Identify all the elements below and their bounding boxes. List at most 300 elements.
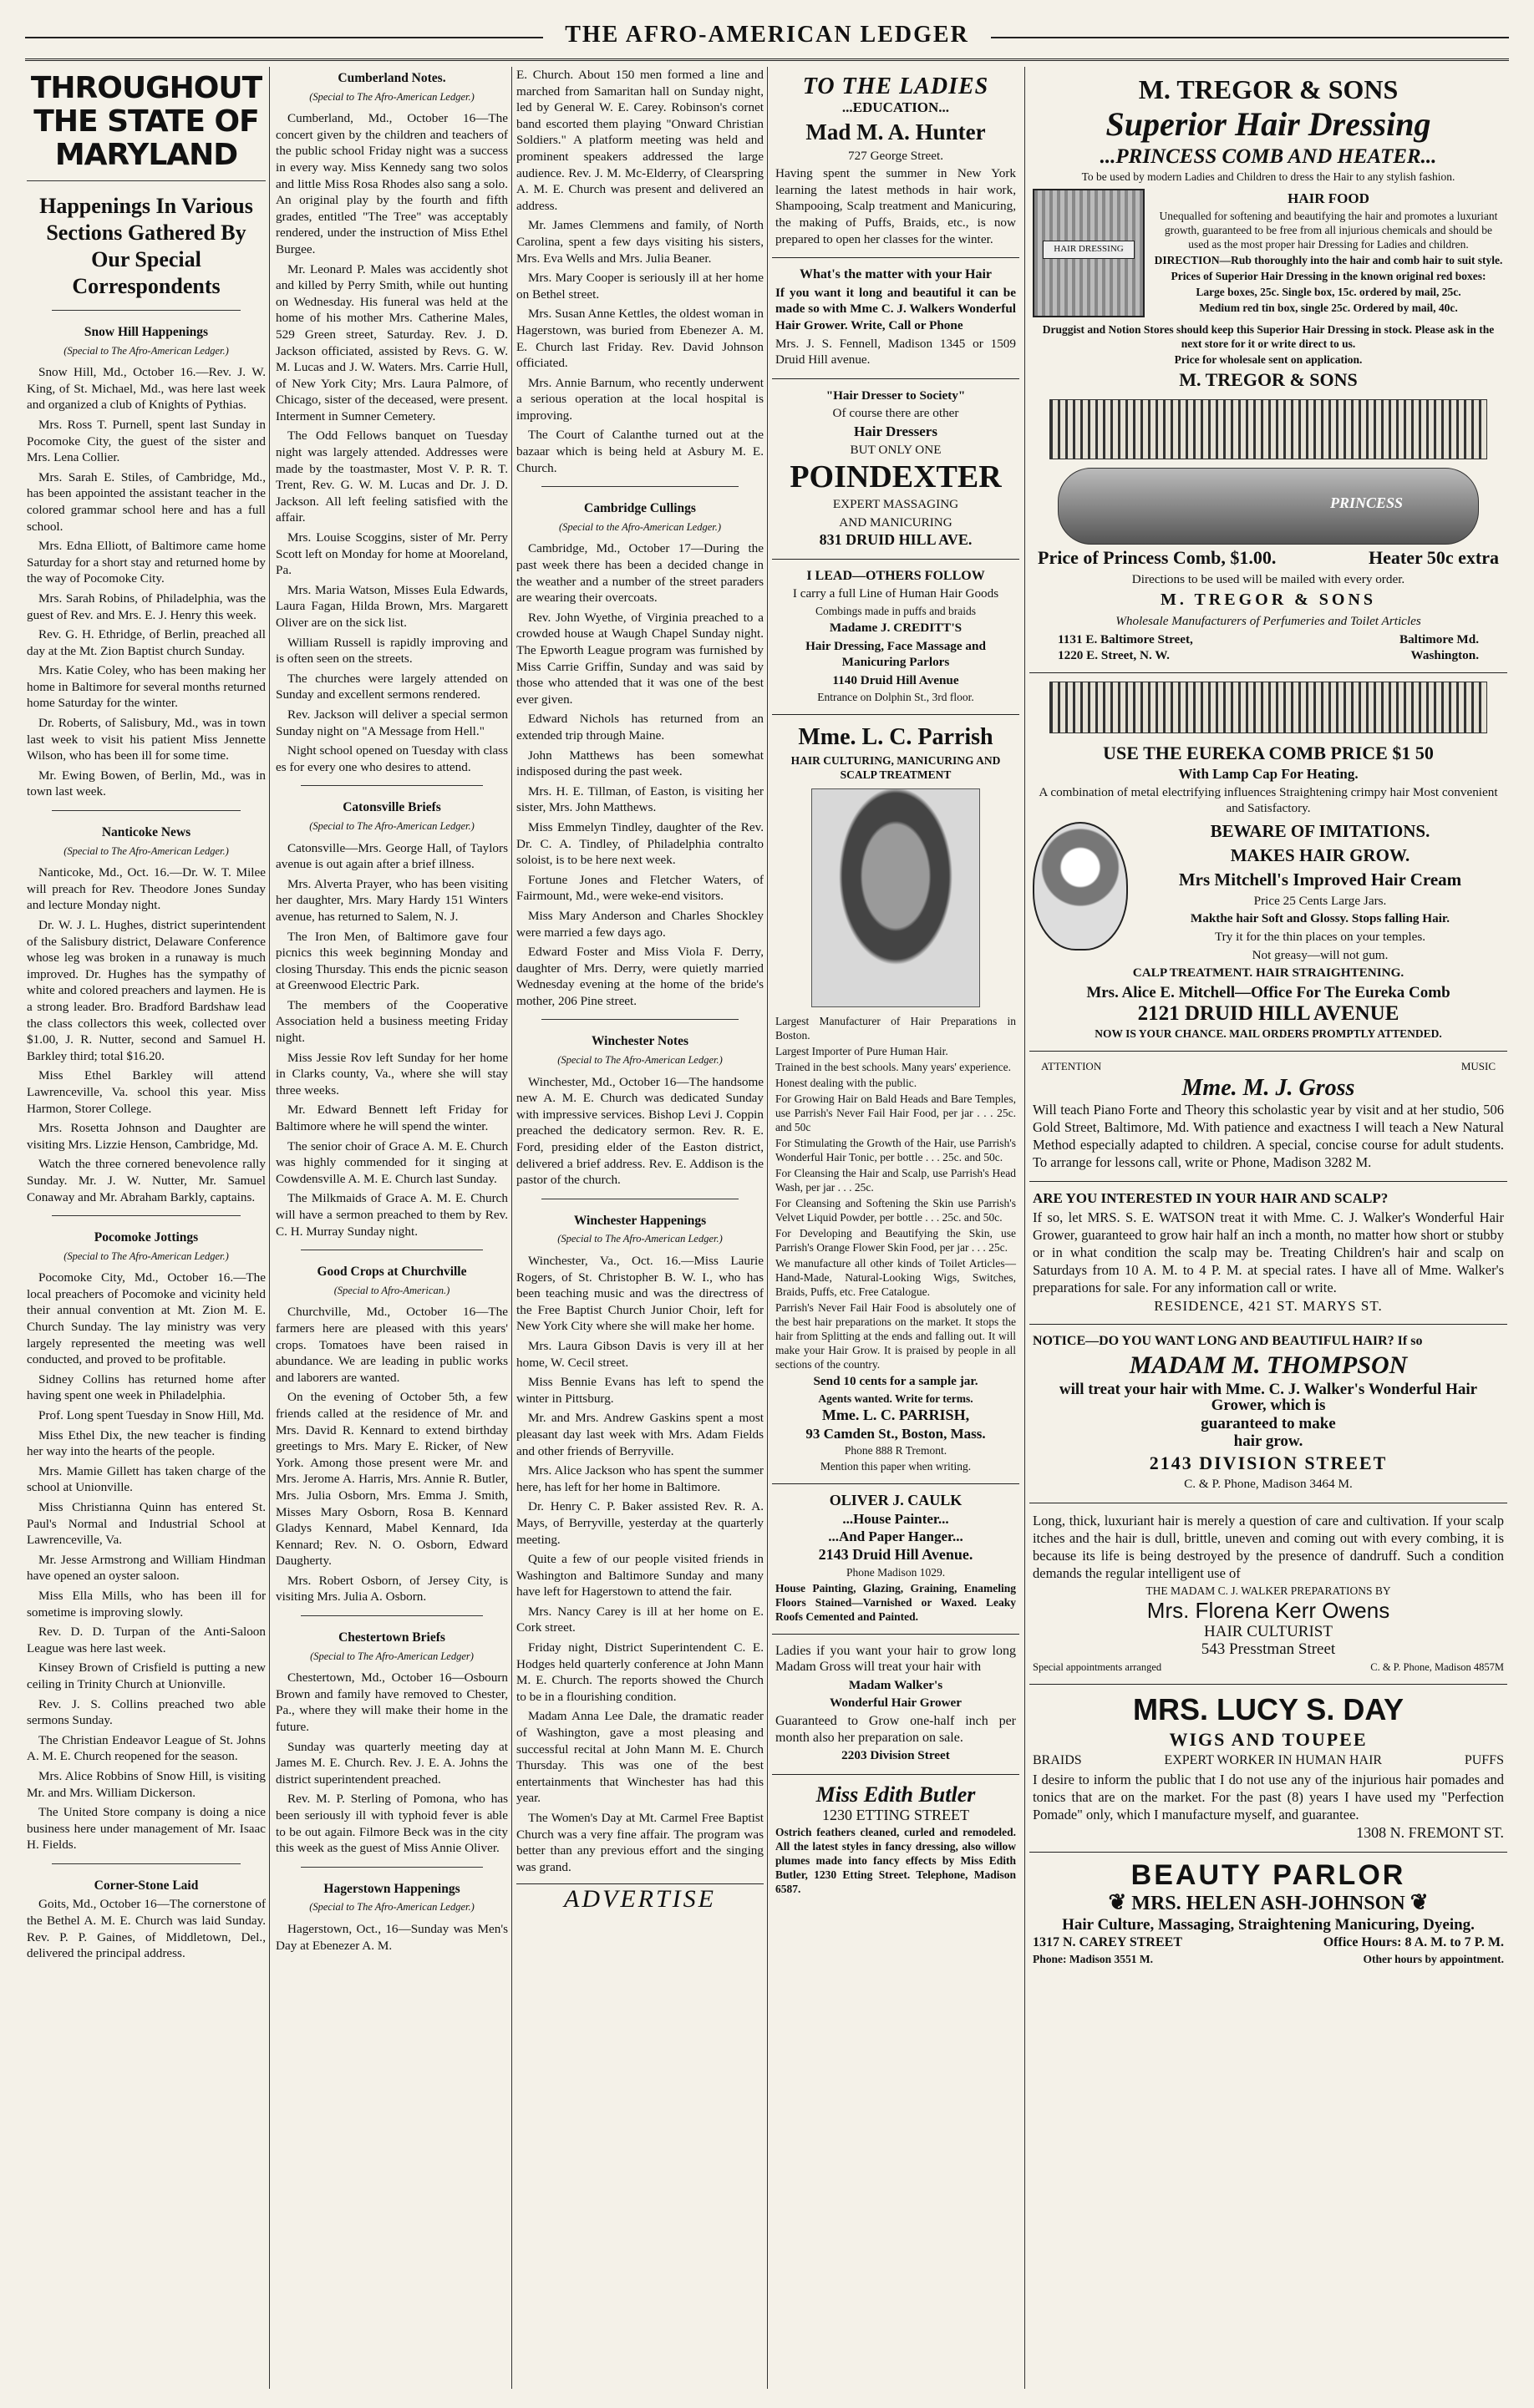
paragraph: Sidney Collins has returned home after having spent one week in Philadelphia. <box>27 1371 266 1403</box>
ad-body: House Painting, Glazing, Graining, Enameling Floors Stained—Varnished or Waxed. Leaky Roofs Cemented and Painted. <box>775 1581 1016 1623</box>
comb-image <box>1049 399 1487 459</box>
ad-address: 1230 ETTING STREET <box>822 1806 969 1823</box>
paragraph: Mrs. Annie Barnum, who recently underwent a serious operation at the local hospital is improving. <box>516 375 764 423</box>
paragraph: Cambridge, Md., October 17—During the past week there has been a decided change in the weather and a number of the street paraders are wearing their overcoats. <box>516 541 764 606</box>
ad-address: 1317 N. CAREY STREET <box>1033 1935 1182 1950</box>
paragraph: The churches were largely attended on Sunday and excellent sermons rendered. <box>276 671 508 702</box>
article-credit: (Special to The Afro-American Ledger.) <box>63 844 229 857</box>
ad-body: Long, thick, luxuriant hair is merely a question of care and cultivation. If your scalp itches and the hair is dull, brittle, uneven and coming out with every combing, it is because its life is being destroyed by the presence of dandruff. Such a condition demands the regular intelligent use of <box>1033 1512 1504 1581</box>
paragraph: Mrs. Mamie Gillett has taken charge of the school at Unionville. <box>27 1463 266 1495</box>
ad-subtitle: ...EDUCATION... <box>841 99 950 115</box>
ad-line: Large boxes, 25c. Single box, 15c. ordered by mail, 25c. <box>1196 285 1461 298</box>
paragraph: The Milkmaids of Grace A. M. E. Church will have a sermon preached to them by Rev. C. H. Murray Sunday night. <box>276 1191 508 1239</box>
mitchell-section <box>1033 819 1504 983</box>
ad-line: For Developing and Beautifying the Skin, use Parrish's Orange Flower Skin Food, per jar . . . 25c. <box>775 1227 1016 1255</box>
ad-address: 1140 Druid Hill Avenue <box>832 672 959 687</box>
paragraph: Mrs. Nancy Carey is ill at her home on E. Cork street. <box>516 1604 764 1635</box>
paragraph: Madam Anna Lee Dale, the dramatic reader of Washington, gave a most pleasing and successful recital at John Mann M. E. Church Thursday. This was one of the best entertainments that Winchester has had this year. <box>516 1709 764 1806</box>
ad-line: ...And Paper Hanger... <box>828 1528 963 1545</box>
divider <box>301 1615 483 1616</box>
princess-heater-image <box>1058 468 1479 545</box>
column-rule <box>767 67 768 2389</box>
ad-services-row <box>1033 1752 1504 1769</box>
ad-line: Wonderful Hair Grower <box>829 1696 963 1711</box>
column-5 <box>1029 67 1507 2389</box>
price-row <box>1038 547 1499 568</box>
article-headline: Winchester Notes <box>591 1034 689 1049</box>
divider <box>52 1863 241 1864</box>
article-snow-hill <box>27 324 266 800</box>
ad-subtitle: ...PRINCESS COMB AND HEATER... <box>1100 145 1437 168</box>
paragraph: Mrs. Alverta Prayer, who has been visiting her daughter, Mrs. Mary Hardy 151 Winters avenue, has returned to Salem, N. J. <box>276 876 508 924</box>
ad-line: Try it for the thin places on your temples. <box>1214 929 1426 944</box>
ad-line: Largest Importer of Pure Human Hair. <box>775 1045 948 1058</box>
address-row <box>1033 647 1504 664</box>
ad-line: We manufacture all other kinds of Toilet Articles—Hand-Made, Natural-Looking Wigs, Switches, Braids, Puffs, etc. Free Catalogue. <box>775 1257 1016 1299</box>
paragraph: Mrs. Ross T. Purnell, spent last Sunday in Pocomoke City, the guest of the sister and Mrs. Lena Collier. <box>27 417 266 465</box>
ad-line: Prices of Superior Hair Dressing in the known original red boxes: <box>1171 269 1486 282</box>
paragraph: Mrs. Rosetta Johnson and Daughter are visiting Mrs. Lizzie Henson, Cambridge, Md. <box>27 1121 266 1152</box>
main-deck: Happenings In Various Sections Gathered By Our Special Correspondents <box>39 194 253 298</box>
ad-address: 1220 E. Street, N. W. <box>1058 648 1170 663</box>
paragraph: Dr. Henry C. P. Baker assisted Rev. R. A. Mays, of Berryville, yesterday at the quarterly meeting. <box>516 1499 764 1547</box>
article-headline: Hagerstown Happenings <box>323 1881 460 1896</box>
column-2 <box>276 67 508 2389</box>
column-4 <box>772 67 1019 2389</box>
ad-address: 727 George Street. <box>847 148 944 163</box>
ad-line: Makthe hair Soft and Glossy. Stops falling Hair. <box>1190 911 1450 926</box>
ad-body: Having spent the summer in New York learning the latest methods in hair work, Shampooing, Scalp treatment and Manicuring, the making of Puffs, Braids, etc., is now prepared to open her classes for the winter. <box>775 166 1016 246</box>
ad-services: Hair Culture, Massaging, Straightening Manicuring, Dyeing. <box>1062 1915 1475 1934</box>
paragraph: Mrs. Alice Jackson who has spent the summer here, has left for her home in Baltimore. <box>516 1463 764 1494</box>
ad-parrish <box>772 715 1019 1484</box>
column-rule <box>1024 67 1025 2389</box>
ad-title: ARE YOU INTERESTED IN YOUR HAIR AND SCALP? <box>1033 1189 1389 1206</box>
ad-title: BEAUTY PARLOR <box>1130 1858 1406 1891</box>
paragraph: Catonsville—Mrs. George Hall, of Taylors avenue is out again after a brief illness. <box>276 840 508 872</box>
ad-line: hair grow. <box>1233 1432 1303 1451</box>
paragraph: Edward Foster and Miss Viola F. Derry, daughter of Mrs. Derry, were quietly married Wednesday evening at the home of the bride's mother, 206 Pine street. <box>516 945 764 1008</box>
article-credit: (Special to the Afro-American Ledger.) <box>558 520 722 533</box>
ad-name: Madam Walker's <box>848 1677 943 1692</box>
ad-body: Ostrich feathers cleaned, curled and remodeled. All the latest styles in fancy dressing, also willow plumes made into fancy effects by Miss Edith Butler, 1230 Etting Street. Telephone, Madison 6587. <box>775 1826 1016 1896</box>
ad-name: M. TREGOR & SONS <box>1160 591 1377 610</box>
ad-line: Trained in the best schools. Many years' experience. <box>775 1061 1011 1074</box>
paragraph: Miss Christianna Quinn has entered St. Paul's Normal and Industrial School at Lawrenceville, Va. <box>27 1500 266 1548</box>
price-heater: Heater 50c extra <box>1369 547 1499 568</box>
ad-footer-row <box>1033 1660 1504 1676</box>
main-headline: THROUGHOUT THE STATE OF MARYLAND <box>27 67 266 181</box>
ad-line: Druggist and Notion Stores should keep this Superior Hair Dressing in stock. Please ask in the next store for it or write direct to us. <box>1042 323 1495 350</box>
ad-line: Not greasy—will not gum. <box>1252 947 1389 962</box>
ad-subhead: HAIR FOOD <box>1288 190 1369 206</box>
ad-address: 2143 Druid Hill Avenue. <box>818 1546 973 1563</box>
ad-line: Send 10 cents for a sample jar. <box>813 1374 978 1389</box>
paragraph: Mr. Ewing Bowen, of Berlin, Md., was in town last week. <box>27 768 266 799</box>
paragraph: E. Church. About 150 men formed a line and marched from Samaritan hall on Sunday night, led by General W. E. Carey. Robinson's cornet band escorted them playing "Onward Christian Soldiers." A platform meeting was held and prominent speakers addressed the large audience. Rev. J. M. Mc-Elderry, of Clearspring A. M. E. Church was present and delivered an address. <box>516 68 764 213</box>
article-headline: Winchester Happenings <box>573 1213 707 1228</box>
paragraph: Hagerstown, Oct., 16—Sunday was Men's Day at Ebenezer A. M. <box>276 1921 508 1953</box>
article-hagerstown-continued <box>516 67 764 476</box>
paragraph: Miss Ethel Barkley will attend Lawrenceville, Va. school this year. Miss Harmon, Storer College. <box>27 1068 266 1116</box>
paragraph: Fortune Jones and Fletcher Waters, of Fairmount, Md., were weke-end visitors. <box>516 872 764 904</box>
article-credit: (Special to The Afro-American Ledger.) <box>63 1250 229 1262</box>
ad-line: Medium red tin box, single 25c. Ordered by mail, 40c. <box>1199 301 1458 314</box>
paragraph: Night school opened on Tuesday with class es for every one who desires to attend. <box>276 743 508 774</box>
paragraph: Goits, Md., October 16—The cornerstone of the Bethel A. M. E. Church was laid Sunday. Rev. P. P. Gaines, of Middletown, Del., delivered the principal address. <box>27 1897 266 1961</box>
article-headline: Nanticoke News <box>101 825 191 840</box>
paragraph: Mrs. Sarah E. Stiles, of Cambridge, Md., has been appointed the assistant teacher in the colored grammar school here and has a full school. <box>27 469 266 534</box>
article-headline: Cambridge Cullings <box>584 501 696 516</box>
paragraph: Mrs. Sarah Robins, of Philadelphia, was the guest of Rev. and Mrs. E. J. Henry this week. <box>27 591 266 622</box>
ad-line: AND MANICURING <box>839 515 952 530</box>
paragraph: Quite a few of our people visited friends in Washington and Baltimore Sunday and many have left for Hagerstown to attend the fair. <box>516 1552 764 1599</box>
paragraph: Rev. M. P. Sterling of Pomona, who has been seriously ill with typhoid fever is able to be out again. Filmore Beck was in the city this week as the guest of Miss Annie Oliver. <box>276 1792 508 1856</box>
ad-address: 1308 N. FREMONT ST. <box>1356 1824 1504 1842</box>
paragraph: Friday night, District Superintendent C. E. Hodges held quarterly conference at John Mann M. E. Church. The reports showed the Church to be in a flourishing condition. <box>516 1640 764 1704</box>
article-credit: (Special to The Afro-American Ledger) <box>310 1650 474 1662</box>
ad-label-row <box>1033 1058 1504 1075</box>
ad-city: Washington. <box>1410 648 1479 663</box>
paragraph: Nanticoke, Md., Oct. 16.—Dr. W. T. Milee will preach for Rev. Theodore Jones Sunday and lecture Monday night. <box>27 865 266 913</box>
ad-phone: C. & P. Phone, Madison 3464 M. <box>1184 1477 1353 1492</box>
ad-phone: Phone 888 R Tremont. <box>844 1444 947 1457</box>
ad-owens <box>1029 1503 1507 1686</box>
ad-address: 2143 DIVISION STREET <box>1149 1452 1388 1474</box>
paragraph: The senior choir of Grace A. M. E. Church was highly commended for it singing at Cowdensville A. M. E. Church last Sunday. <box>276 1138 508 1186</box>
ad-whats-the-matter <box>772 258 1019 379</box>
ad-line: Mrs. Alice E. Mitchell—Office For The Eureka Comb <box>1086 983 1450 1001</box>
paragraph: Mrs. Maria Watson, Misses Eula Edwards, Laura Fagan, Hilda Brown, Mrs. Margarett Oliver are on the sick list. <box>276 582 508 630</box>
paragraph: Mrs. Laura Gibson Davis is very ill at her home, W. Cecil street. <box>516 1338 764 1370</box>
article-churchville <box>276 1264 508 1605</box>
paragraph: Miss Jessie Rov left Sunday for her home in Clarks county, Va., where she will stay three weeks. <box>276 1050 508 1098</box>
paragraph: The Odd Fellows banquet on Tuesday night was largely attended. Addresses were made by the toastmaster, Most V. P. R. T. Trent, Rev. G. W. M. Lucas and Dr. J. D. Jackson. All left feeling satisfied with the affair. <box>276 428 508 525</box>
ad-body: A combination of metal electrifying influences Straightening crimpy hair Most convenient and Satisfactory. <box>1039 784 1498 816</box>
paragraph: Mrs. Louise Scoggins, sister of Mr. Perry Scott left on Monday for home at Mooreland, Pa. <box>276 530 508 578</box>
ad-line: EXPERT MASSAGING <box>832 497 959 512</box>
article-credit: (Special to The Afro-American Ledger.) <box>309 90 475 103</box>
article-corner-stone <box>27 1878 266 1962</box>
ad-line: Largest Manufacturer of Hair Preparations in Boston. <box>775 1015 1016 1042</box>
ad-name: MRS. HELEN ASH-JOHNSON <box>1131 1892 1405 1914</box>
ad-body: Ladies if you want your hair to grow long Madam Gross will treat your hair with <box>775 1643 1016 1675</box>
article-credit: (Special to The Afro-American Ledger.) <box>557 1054 723 1067</box>
address-row <box>1033 631 1504 648</box>
ad-line: HAIR CULTURIST <box>1204 1622 1333 1640</box>
divider <box>301 785 483 786</box>
paragraph: The United Store company is doing a nice business here under management of Mr. Isaac H. Fields. <box>27 1805 266 1853</box>
ad-name: Mme. L. C. Parrish <box>798 724 993 751</box>
article-headline: Cumberland Notes. <box>338 71 446 85</box>
paragraph: Miss Emmelyn Tindley, daughter of the Rev. Dr. C. A. Tindley, of Philadelphia contralto soloist, is to be here next week. <box>516 819 764 868</box>
ad-name: POINDEXTER <box>790 459 1002 495</box>
heater-label: PRINCESS <box>1329 494 1403 511</box>
ad-line: ...House Painter... <box>842 1510 949 1527</box>
ad-footer-row <box>1033 1934 1504 1951</box>
ad-name: M. TREGOR & SONS <box>1179 369 1358 390</box>
paragraph: Prof. Long spent Tuesday in Snow Hill, Md. <box>38 1408 265 1423</box>
ad-line: For Cleansing the Hair and Scalp, use Parrish's Head Wash, per jar . . . 25c. <box>775 1167 1016 1194</box>
ad-line: To be used by modern Ladies and Children to dress the Hair to any stylish fashion. <box>1081 170 1455 183</box>
portrait-image <box>811 788 980 1007</box>
ad-tregor <box>1029 67 1507 673</box>
paragraph: Miss Ella Mills, who has been ill for sometime is improving slowly. <box>27 1588 266 1620</box>
ad-contact: Mrs. J. S. Fennell, Madison 1345 or 1509 Druid Hill avenue. <box>775 336 1016 368</box>
paragraph: On the evening of October 5th, a few friends called at the residence of Mr. and Mrs. David R. Kennard to extend birthday greetings to Mrs. Mary E. Ricker, of New York. Among those present were Mr. and Mrs. Jerome A. Harris, Mrs. Annie R. Butler, Mrs. Julia Osborn, Mrs. Emma J. Smith, Misses Mary Osborn, Rosa B. Kennard Gladys Kennard, Mabel Kennard, Ida Kennard; Rev. N. O. Osborn, Edward Daugherty. <box>276 1390 508 1569</box>
ad-line: DIRECTION—Rub thoroughly into the hair and comb hair to suit style. <box>1154 253 1503 266</box>
ad-name: MADAM M. THOMPSON <box>1129 1351 1408 1379</box>
ad-caulk <box>772 1484 1019 1634</box>
ad-address: 93 Camden St., Boston, Mass. <box>805 1425 986 1442</box>
article-headline: Corner-Stone Laid <box>94 1878 199 1893</box>
paragraph: Mrs. H. E. Tillman, of Easton, is visiting her sister, Mrs. John Matthews. <box>516 783 764 815</box>
ad-body: I desire to inform the public that I do not use any of the injurious hair pomades and tonics that are on the market. For the past (8) years I have used my "Perfection Pomade" only, which I manufacture myself, and guarantee. <box>1033 1772 1504 1823</box>
paragraph: The Women's Day at Mt. Carmel Free Baptist Church was a very fine affair. The program was better than any previous effort and the singing was grand. <box>516 1811 764 1874</box>
ad-quote: "Hair Dresser to Society" <box>825 388 966 403</box>
masthead <box>25 18 1509 61</box>
hair-food-section <box>1033 189 1504 317</box>
ad-gross-music <box>1029 1052 1507 1182</box>
paragraph: Sunday was quarterly meeting day at James M. E. Church. Rev. J. E. A. Johns the district superintendent preached. <box>276 1739 508 1787</box>
article-catonsville <box>276 799 508 1239</box>
article-credit: (Special to The Afro-American Ledger.) <box>309 819 475 832</box>
paragraph: Miss Ethel Dix, the new teacher is finding her way into the hearts of the people. <box>27 1427 266 1459</box>
paragraph: Chestertown, Md., October 16—Osbourn Brown and family have removed to Chester, Pa., where they will make their home in the future. <box>276 1670 508 1735</box>
newspaper-title: THE AFRO-AMERICAN LEDGER <box>565 22 969 48</box>
paragraph: The Christian Endeavor League of St. Johns A. M. E. Church reopened for the season. <box>27 1732 266 1764</box>
paragraph: Mrs. Edna Elliott, of Baltimore came home Saturday for a short stay and returned home by the way of Pocomoke City. <box>27 539 266 586</box>
ad-name: Mad M. A. Hunter <box>805 119 986 144</box>
divider <box>541 1019 739 1020</box>
ad-body: Guaranteed to Grow one-half inch per month also her preparation on sale. <box>775 1713 1016 1745</box>
paragraph: Edward Nichols has returned from an extended trip through Maine. <box>516 712 764 743</box>
ad-service-expert: EXPERT WORKER IN HUMAN HAIR <box>1164 1753 1383 1768</box>
label-music: MUSIC <box>1460 1060 1496 1073</box>
ad-line: For Stimulating the Growth of the Hair, use Parrish's Wonderful Hair Tonic, per bottle . . . 25c. and 50c. <box>775 1137 1016 1164</box>
ad-thompson <box>1029 1325 1507 1503</box>
paragraph: Rev. Jackson will deliver a special sermon Sunday night on "A Message from Hell." <box>276 707 508 738</box>
article-credit: (Special to The Afro-American Ledger.) <box>309 1901 475 1914</box>
paragraph: Mrs. Katie Coley, who has been making her home in Baltimore for several months returned home Saturday for the winter. <box>27 663 266 711</box>
ad-address: 543 Presstman Street <box>1201 1640 1336 1659</box>
ad-creditt <box>772 560 1019 716</box>
paragraph: William Russell is rapidly improving and is often seen on the streets. <box>276 635 508 667</box>
ad-title: I LEAD—OTHERS FOLLOW <box>806 568 985 583</box>
paragraph: Rev. D. D. Turpan of the Anti-Saloon League was here last week. <box>27 1625 266 1655</box>
ad-name: OLIVER J. CAULK <box>829 1492 963 1509</box>
divider <box>52 310 241 311</box>
tin-label: HAIR DRESSING <box>1043 241 1135 259</box>
paragraph: Mr. Jesse Armstrong and William Hindman have opened an oyster saloon. <box>27 1552 266 1584</box>
ad-line: Honest dealing with the public. <box>775 1077 917 1090</box>
ad-phone: Phone: Madison 3551 M. <box>1033 1952 1154 1965</box>
ad-title: TO THE LADIES <box>802 74 989 99</box>
ad-body: Unequalled for softening and beautifying the hair and promotes a luxuriant growth, guaranteed to be free from all injurious chemicals and should be used as the most proper hair Dressing for Ladies and children. <box>1159 209 1498 251</box>
ad-line: Directions to be used will be mailed with every order. <box>1131 571 1405 586</box>
ad-line: guaranteed to make <box>1201 1414 1336 1432</box>
column-3 <box>516 67 764 2389</box>
ornament-icon: ❦ <box>1108 1889 1127 1914</box>
paragraph: The Iron Men, of Baltimore gave four picnics this week beginning Monday and closing Thursday. This ends the picnic season at Greenwood Electric Park. <box>276 929 508 993</box>
paragraph: Cumberland, Md., October 16—The concert given by the children and teachers of the public school Friday night was a success in every way. Miss Kennedy sang two solos and little Miss Rosa Rhodes also sang a solo. An original play by the fourth and fifth grades, entitled "The Tree" was acceptably rendered, under the instruction of Miss Ethel Burgee. <box>276 111 508 256</box>
ad-line: BEWARE OF IMITATIONS. <box>1210 820 1430 841</box>
paragraph: Mr. Edward Bennett left Friday for Baltimore where he will spend the winter. <box>276 1103 508 1134</box>
paragraph: The members of the Cooperative Association held a business meeting Friday night. <box>276 997 508 1046</box>
ad-lucy-day <box>1029 1685 1507 1852</box>
ad-ash-johnson <box>1029 1853 1507 1976</box>
ad-line: Mrs Mitchell's Improved Hair Cream <box>1178 869 1462 890</box>
paragraph: Mr. Leonard P. Males was accidently shot and killed by Perry Smith, while out hunting on Wednesday. His funeral was held at the home of his mother Mrs. Catherine Males, 529 Green street, Saturday. Rev. J. D. Jackson officiated, assisted by Revs. G. W. M. Lucas and J. W. Waters. Mrs. Carrie Hull, of New York City; Mrs. Laura Palmore, of Chicago, sister of the deceased, were present. Interment in Sumner Cemetery. <box>276 261 508 423</box>
ad-title: What's the matter with your Hair <box>799 267 993 282</box>
price-comb: Price of Princess Comb, $1.00. <box>1038 547 1277 568</box>
ad-city: Baltimore Md. <box>1399 631 1479 646</box>
divider <box>541 486 739 487</box>
ad-service-puffs: PUFFS <box>1464 1753 1504 1768</box>
paragraph: Mr. James Clemmens and family, of North Carolina, spent a few days visiting his sisters, Mrs. Eva Wells and Mrs. Julia Beaner. <box>516 218 764 266</box>
article-headline: Snow Hill Happenings <box>84 325 209 339</box>
article-headline: Good Crops at Churchville <box>317 1265 467 1280</box>
ad-phone: C. & P. Phone, Madison 4857M <box>1370 1660 1504 1673</box>
paragraph: Dr. W. J. L. Hughes, district superintendent of the Salisbury district, Delaware Conference whose leg was broken in a runaway is much improved. Dr. Hughes has the sympathy of white and colored preachers and laymen. He is a strong leader. Bro. Bradford Bardshaw lead the class collectors this week, collected over $1.00, J. R. Nutter, second and Samuel H. Barkley third; total $16.20. <box>27 918 266 1063</box>
ad-address: 1131 E. Baltimore Street, <box>1058 631 1193 646</box>
ad-line: Combings made in puffs and braids <box>815 605 977 618</box>
paragraph: Kinsey Brown of Crisfield is putting a new ceiling in Trinity Church at Unionville. <box>27 1660 266 1691</box>
ad-line: Mention this paper when writing. <box>820 1460 972 1473</box>
ad-name: M. TREGOR & SONS <box>1138 74 1399 104</box>
paragraph: Rev. G. H. Ethridge, of Berlin, preached all day at the Mt. Zion Baptist church Sunday. <box>27 627 266 658</box>
ad-other-hours: Other hours by appointment. <box>1363 1952 1504 1965</box>
ad-line: NOW IS YOUR CHANCE. MAIL ORDERS PROMPTLY ATTENDED. <box>1095 1027 1442 1041</box>
article-credit: (Special to Afro-American.) <box>333 1284 450 1296</box>
paragraph: Winchester, Va., Oct. 16.—Miss Laurie Rogers, of St. Christopher B. W. I., who has been teaching music and was the directress of the Free Baptist Church Junior Choir, left for New York City where she will make her home. <box>516 1254 764 1334</box>
paragraph: Mrs. Alice Robbins of Snow Hill, is visiting Mr. and Mrs. William Dickerson. <box>27 1768 266 1800</box>
label-attention: ATTENTION <box>1041 1060 1102 1073</box>
paragraph: Winchester, Md., October 16—The handsome new A. M. E. Church was dedicated Sunday with impressive services. Bishop Levi J. Coppin preached the dedicatory sermon. Rev. R. E. Ford, presiding elder of the Easton district, delivered a brief address. Rev. E. Addison is the pastor of the church. <box>516 1074 764 1188</box>
column-1 <box>27 67 266 2389</box>
ad-name-row <box>1033 1891 1504 1915</box>
paragraph: Rev. J. S. Collins preached two able sermons Sunday. <box>27 1696 266 1728</box>
ad-line: BUT ONLY ONE <box>850 442 942 457</box>
paragraph: Mrs. Robert Osborn, of Jersey City, is visiting Mrs. Julia A. Osborn. <box>276 1573 508 1604</box>
ad-to-the-ladies <box>772 67 1019 258</box>
paragraph: Mrs. Mary Cooper is seriously ill at her home on Bethel street. <box>516 271 764 302</box>
divider <box>52 1215 241 1216</box>
article-nanticoke <box>27 824 266 1205</box>
column-rule <box>511 67 512 2389</box>
ad-name: Mme. M. J. Gross <box>1181 1074 1355 1101</box>
article-credit: (Special to The Afro-American Ledger.) <box>63 344 229 357</box>
ad-body: Will teach Piano Forte and Theory this scholastic year by visit and at her studio, 506 Gold Street, Baltimore, Md. With patience and exactness I will teach a New Natural Method especially adapted to children. A special, concise course for adult students. To arrange for lessons call, write or Phone, Madison 3282 M. <box>1033 1101 1504 1170</box>
article-headline: Chestertown Briefs <box>338 1630 445 1645</box>
advertise-banner: ADVERTISE <box>516 1883 764 1908</box>
paragraph: The Court of Calanthe turned out at the bazaar which is being held at Asbury M. E. Church. <box>516 428 764 475</box>
ad-name: Mrs. Florena Kerr Owens <box>1146 1597 1390 1623</box>
ad-eureka-comb <box>1029 673 1507 1052</box>
ad-subtitle: WIGS AND TOUPEE <box>1169 1729 1368 1751</box>
ad-line: MAKES HAIR GROW. <box>1230 844 1410 865</box>
article-hagerstown <box>276 1881 508 1954</box>
ad-name: Miss Edith Butler <box>815 1782 976 1807</box>
ad-line: With Lamp Cap For Heating. <box>1178 765 1359 782</box>
eureka-comb-image <box>1049 682 1487 733</box>
article-winchester-happenings <box>516 1213 764 1876</box>
ad-line: Parrish's Never Fail Hair Food is absolutely one of the best hair preparations on the market. It stops the hair from Splitting at the ends and falling out. It will make your Hair Grow. It is praised by people in all sections of the country. <box>775 1301 1016 1371</box>
ad-name: MRS. LUCY S. DAY <box>1132 1692 1404 1727</box>
ornament-icon: ❦ <box>1410 1889 1429 1914</box>
ad-line: Price 25 Cents Large Jars. <box>1253 893 1387 908</box>
article-credit: (Special to The Afro-American Ledger.) <box>557 1233 723 1245</box>
paragraph: Miss Bennie Evans has left to spend the winter in Pittsburg. <box>516 1375 764 1406</box>
ad-address: RESIDENCE, 421 ST. MARYS ST. <box>1154 1297 1383 1314</box>
divider <box>301 1867 483 1868</box>
ad-name: Madame J. CREDITT'S <box>829 621 963 636</box>
ad-line: Hair Dressing, Face Massage and Manicuring Parlors <box>805 638 986 670</box>
paragraph: Snow Hill, Md., October 16.—Rev. J. W. King, of St. Michael, Md., was here last week and organized a club of Knights of Pythias. <box>27 365 266 413</box>
ad-address-name: Mme. L. C. PARRISH, <box>821 1407 970 1424</box>
ad-body: If so, let MRS. S. E. WATSON treat it with Mme. C. J. Walker's Wonderful Hair Grower, guaranteed to grow hair half an inch a month, no matter how short or stubby or in what condition the scalp may be. Treating Children's hair and scalp on Saturdays from 10 A. M. to 4 P. M. at special rates. I have all of Mme. Walker's preparations for sale. For any information call or write. <box>1033 1209 1504 1295</box>
article-chestertown <box>276 1630 508 1857</box>
divider <box>52 810 241 811</box>
ad-butler <box>772 1775 1019 1907</box>
lamp-cap-emblem <box>1033 822 1128 951</box>
ad-gross-walker <box>772 1635 1019 1775</box>
ad-title: Superior Hair Dressing <box>1105 105 1431 143</box>
ad-line: For Growing Hair on Bald Heads and Bare Temples, use Parrish's Never Fail Hair Food, per jar . . . 25c. and 50c <box>775 1092 1016 1134</box>
ad-line: For Cleansing and Softening the Skin use Parrish's Velvet Liquid Powder, per bottle . . . 25c. and 50c. <box>775 1197 1016 1224</box>
ad-special: Special appointments arranged <box>1033 1660 1162 1673</box>
paragraph: Rev. John Wyethe, of Virginia preached to a crowded house at Waugh Chapel Sunday night. The Epworth League program was furnished by Miss Carrie Griffin, Sunday and was said by those who attended that it was one of the best ever given. <box>516 610 764 707</box>
paragraph: Watch the three cornered benevolence rally Sunday. Mr. J. W. Nutter, Mr. Samuel Conaway and Mr. Abraham Barkly, captains. <box>27 1157 266 1204</box>
ad-line: THE MADAM C. J. WALKER PREPARATIONS BY <box>1145 1584 1391 1597</box>
ad-phone: Phone Madison 1029. <box>846 1565 946 1579</box>
paragraph: Dr. Roberts, of Salisbury, Md., was in town last week to visit his patient Miss Jennette Wilson, who has been ill for some time. <box>27 716 266 763</box>
ad-address: 831 DRUID HILL AVE. <box>819 531 973 549</box>
article-headline: Catonsville Briefs <box>343 800 441 815</box>
paragraph: Miss Mary Anderson and Charles Shockley were married a few days ago. <box>516 908 764 940</box>
article-headline: Pocomoke Jottings <box>94 1230 199 1245</box>
ad-footer-row <box>1033 1951 1504 1968</box>
ad-line: will treat your hair with Mme. C. J. Walker's Wonderful Hair Grower, which is <box>1059 1380 1478 1415</box>
paragraph: Mr. and Mrs. Andrew Gaskins spent a most pleasant day last week with Mrs. Adam Fields and other friends of Berryville. <box>516 1411 764 1458</box>
ad-service-braids: BRAIDS <box>1033 1753 1082 1768</box>
ad-title: USE THE EUREKA COMB PRICE $1 50 <box>1103 742 1434 763</box>
ad-poindexter <box>772 379 1019 560</box>
ad-notice: NOTICE—DO YOU WANT LONG AND BEAUTIFUL HAIR? If so <box>1033 1334 1423 1349</box>
paragraph: Pocomoke City, Md., October 16.—The local preachers of Pocomoke and vicinity held their annual convention at Mt. Zion M. E. Church Sunday. The lay ministry was very largely represented the meeting was well conducted, and proved to be profitable. <box>27 1270 266 1367</box>
paragraph: Churchville, Md., October 16—The farmers here are pleased with this years' crops. Tomatoes have been raised in abundance. We are leading in public works and laborers are wanted. <box>276 1305 508 1385</box>
ad-line: Agents wanted. Write for terms. <box>818 1392 973 1406</box>
ad-line: Hair Dressers <box>854 423 937 439</box>
ad-hours: Office Hours: 8 A. M. to 7 P. M. <box>1323 1935 1504 1950</box>
ad-body: If you want it long and beautiful it can be made so with Mme C. J. Walkers Wonderful Hair Grower. Write, Call or Phone <box>775 285 1016 332</box>
ad-line: I carry a full Line of Human Hair Goods <box>792 586 999 601</box>
paragraph: John Matthews has been somewhat indisposed during the past week. <box>516 748 764 779</box>
ad-line: CALP TREATMENT. HAIR STRAIGHTENING. <box>1132 966 1404 981</box>
ad-subtitle: HAIR CULTURING, MANICURING AND SCALP TREATMENT <box>790 754 1001 782</box>
ad-address: 2203 Division Street <box>841 1748 950 1763</box>
article-cumberland <box>276 70 508 775</box>
paragraph: Mrs. Susan Anne Kettles, the oldest woman in Hagerstown, was buried from Ebenezer A. M. E. Church last Friday. Rev. David Johnson officiated. <box>516 307 764 371</box>
ad-address: 2121 DRUID HILL AVENUE <box>1137 1002 1399 1026</box>
hair-dressing-tin-image <box>1033 189 1145 317</box>
ad-line: Wholesale Manufacturers of Perfumeries and Toilet Articles <box>1115 614 1421 629</box>
column-rule <box>269 67 270 2389</box>
article-winchester-notes <box>516 1033 764 1188</box>
ad-line: Price for wholesale sent on application. <box>1174 353 1363 366</box>
article-cambridge <box>516 500 764 1009</box>
ad-watson <box>1029 1182 1507 1325</box>
